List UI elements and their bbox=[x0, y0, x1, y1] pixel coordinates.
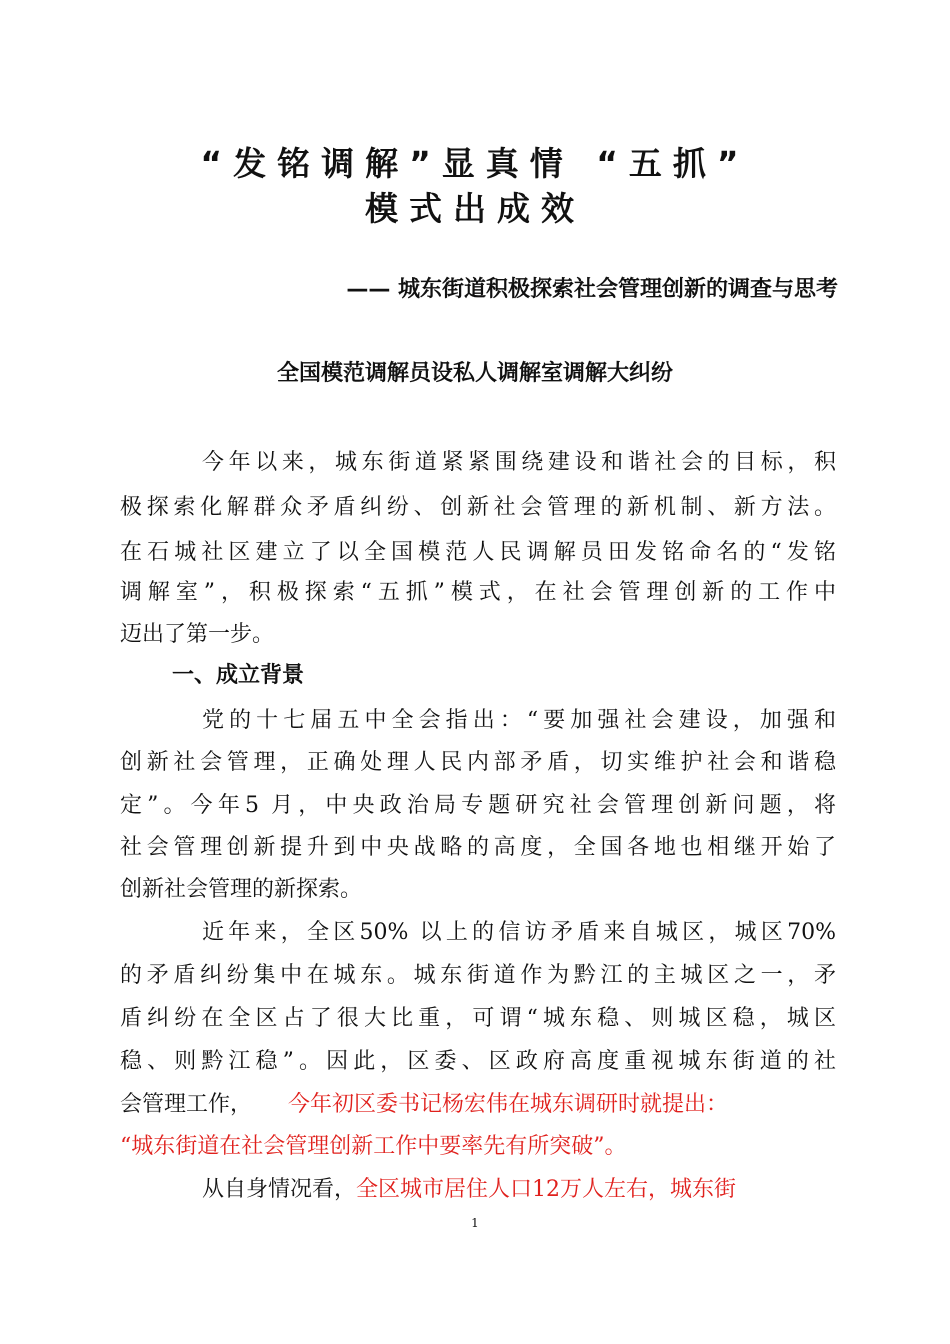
para1-line: 党的十七届五中全会指出：“要加强社会建设，加强和 bbox=[202, 708, 836, 733]
para3-red-text: 全区城市居住人口12万人左右，城东街 bbox=[356, 1177, 737, 1202]
intro-line: 今年以来，城东街道紧紧围绕建设和谐社会的目标，积 bbox=[202, 450, 836, 475]
section-heading: 全国模范调解员设私人调解室调解大纠纷 bbox=[276, 361, 673, 386]
para3-line-mixed bbox=[120, 1172, 836, 1203]
para3-black-text: 从自身情况看， bbox=[202, 1177, 357, 1202]
document-title-line-2: 模式出成效 bbox=[365, 189, 585, 228]
document-title-line-1: “发铭调解”显真情 “五抓” bbox=[200, 144, 750, 183]
para2-red-line: “城东街道在社会管理创新工作中要率先有所突破”。 bbox=[120, 1134, 627, 1159]
para1-line: 创新社会管理的新探索。 bbox=[120, 877, 363, 902]
para2-black-text: 会管理工作， bbox=[120, 1092, 253, 1117]
para2-line: 的矛盾纠纷集中在城东。城东街道作为黔江的主城区之一，矛 bbox=[120, 963, 836, 988]
intro-line: 迈出了第一步。 bbox=[120, 622, 275, 647]
para1-line: 定”。今年5 月，中央政治局专题研究社会管理创新问题，将 bbox=[120, 793, 836, 818]
intro-line: 极探索化解群众矛盾纠纷、创新社会管理的新机制、新方法。 bbox=[120, 495, 836, 520]
para1-line: 社会管理创新提升到中央战略的高度，全国各地也相继开始了 bbox=[120, 835, 836, 860]
document-subtitle: —— 城东街道积极探索社会管理创新的调查与思考 bbox=[346, 277, 838, 302]
section-1-title: 一、成立背景 bbox=[172, 663, 305, 688]
intro-line: 在石城社区建立了以全国模范人民调解员田发铭命名的“发铭 bbox=[120, 540, 836, 565]
para2-line: 稳、则黔江稳”。因此，区委、区政府高度重视城东街道的社 bbox=[120, 1049, 836, 1074]
para2-red-text: 今年初区委书记杨宏伟在城东调研时就提出： bbox=[288, 1092, 729, 1117]
intro-line: 调解室”，积极探索“五抓”模式，在社会管理创新的工作中 bbox=[120, 580, 836, 605]
para2-line-mixed bbox=[120, 1087, 836, 1118]
page-number: 1 bbox=[471, 1216, 479, 1230]
para2-line: 盾纠纷在全区占了很大比重，可谓“城东稳、则城区稳，城区 bbox=[120, 1006, 836, 1031]
para1-line: 创新社会管理，正确处理人民内部矛盾，切实维护社会和谐稳 bbox=[120, 750, 836, 775]
para2-line: 近年来，全区50% 以上的信访矛盾来自城区，城区70% bbox=[202, 920, 836, 945]
